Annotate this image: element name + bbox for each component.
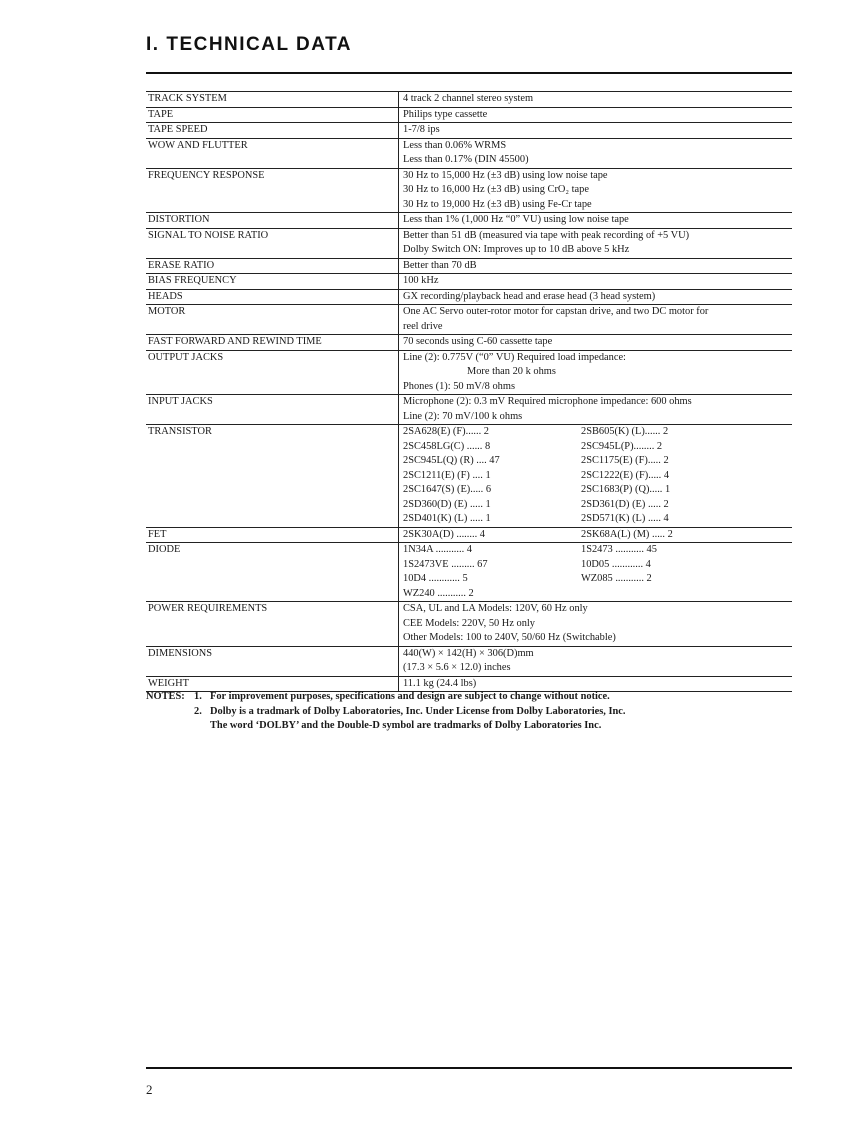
component-entry: 2SK68A(L) (M) ..... 2: [581, 528, 673, 540]
spec-label: ERASE RATIO: [148, 259, 215, 271]
component-entry: WZ085 ........... 2: [581, 573, 652, 584]
spec-row-fet: [146, 527, 792, 543]
spec-row-transistor: [146, 425, 792, 528]
spec-value-line: reel drive: [403, 320, 443, 332]
spec-row-erase-ratio: [146, 258, 792, 274]
spec-row-power-requirements: [146, 602, 792, 647]
spec-label: DIMENSIONS: [148, 647, 213, 659]
spec-value-line: Line (2): 70 mV/100 k ohms: [403, 410, 523, 422]
note-text: Dolby is a tradmark of Dolby Laboratories, Inc. Under License from Dolby Laboratories, Inc.: [210, 705, 626, 717]
spec-value-line: 30 Hz to 16,000 Hz (±3 dB) using CrO₂ tape: [403, 184, 589, 195]
spec-row-frequency-response: [146, 168, 792, 213]
spec-label: TRANSISTOR: [148, 426, 212, 437]
spec-row-heads: [146, 289, 792, 305]
note-text-continued: The word ‘DOLBY’ and the Double-D symbol are tradmarks of Dolby Laboratories Inc.: [210, 720, 602, 731]
spec-value-line: Other Models: 100 to 240V, 50/60 Hz (Switchable): [403, 632, 616, 643]
spec-value-line: 100 kHz: [403, 275, 439, 286]
spec-label: DISTORTION: [148, 214, 210, 225]
spec-value: [399, 123, 793, 139]
spec-value: [399, 335, 793, 351]
component-entry: 1S2473VE ......... 67: [403, 558, 488, 570]
spec-value-line: Better than 51 dB (measured via tape with peak recording of +5 VU): [403, 229, 690, 241]
spec-value: [399, 527, 793, 543]
note-item: [146, 705, 746, 720]
spec-value-line: Phones (1): 50 mV/8 ohms: [403, 380, 515, 392]
note-number: 1.: [194, 691, 202, 702]
spec-value: [399, 92, 793, 108]
spec-label: INPUT JACKS: [148, 396, 213, 407]
spec-row-signal-to-noise-ratio: [146, 228, 792, 258]
component-entry: 2SC1647(S) (E)..... 6: [403, 484, 492, 495]
spec-value: [399, 138, 793, 168]
component-entry: 1S2473 ........... 45: [581, 544, 657, 555]
spec-value: [399, 274, 793, 290]
transistor-list: [403, 425, 792, 527]
notes-section: [146, 690, 746, 734]
spec-value-line: 440(W) × 142(H) × 306(D)mm: [403, 647, 534, 659]
spec-row-bias-frequency: [146, 274, 792, 290]
component-entry: 2SC945L(Q) (R) .... 47: [403, 455, 500, 466]
spec-value: [399, 425, 793, 528]
component-entry: 2SD361(D) (E) ..... 2: [581, 498, 669, 510]
spec-value: [399, 258, 793, 274]
spec-value: [399, 107, 793, 123]
spec-label: FREQUENCY RESPONSE: [148, 169, 265, 181]
component-entry: 2SC945L(P)........ 2: [581, 440, 663, 452]
spec-row-diode: [146, 543, 792, 602]
spec-value-line: CEE Models: 220V, 50 Hz only: [403, 617, 535, 629]
spec-label: SIGNAL TO NOISE RATIO: [148, 229, 269, 241]
spec-value: [399, 213, 793, 229]
component-entry: 10D4 ............ 5: [403, 573, 468, 584]
component-entry: 2SC1175(E) (F)..... 2: [581, 455, 669, 466]
spec-row-track-system: [146, 92, 792, 108]
component-entry: 2SB605(K) (L)...... 2: [581, 426, 669, 437]
spec-row-tape-speed: [146, 123, 792, 139]
component-entry: 2SC1211(E) (F) .... 1: [403, 469, 491, 481]
spec-value-line: GX recording/playback head and erase head (3 head system): [403, 290, 656, 302]
spec-value: [399, 305, 793, 335]
spec-value-line: Better than 70 dB: [403, 259, 477, 271]
spec-value-line: Less than 0.17% (DIN 45500): [403, 154, 529, 165]
spec-label: TAPE: [148, 108, 174, 120]
spec-value-line: Dolby Switch ON: Improves up to 10 dB above 5 kHz: [403, 244, 630, 255]
spec-label: TRACK SYSTEM: [148, 93, 227, 104]
spec-value-line: 30 Hz to 15,000 Hz (±3 dB) using low noise tape: [403, 169, 608, 181]
spec-row-wow-and-flutter: [146, 138, 792, 168]
note-item: [146, 690, 746, 705]
spec-row-motor: [146, 305, 792, 335]
diode-list: [403, 543, 792, 601]
spec-row-distortion: [146, 213, 792, 229]
spec-table-body: [146, 92, 792, 692]
spec-value: [399, 350, 793, 395]
spec-label: WEIGHT: [148, 677, 189, 689]
component-entry: WZ240 ........... 2: [403, 587, 474, 599]
component-entry: 2SC1683(P) (Q)..... 1: [581, 484, 671, 495]
spec-value: [399, 289, 793, 305]
spec-value-line: 11.1 kg (24.4 lbs): [403, 677, 477, 689]
page-number: 2: [146, 1082, 153, 1097]
spec-value-line: 70 seconds using C-60 cassette tape: [403, 336, 553, 347]
note-text: For improvement purposes, specifications and design are subject to change without notice.: [210, 691, 610, 702]
technical-data-table: [146, 91, 792, 692]
note-number: 2.: [194, 705, 202, 717]
spec-value: [399, 646, 793, 676]
component-entry: 2SD360(D) (E) ..... 1: [403, 498, 491, 510]
component-entry: 2SA628(E) (F)...... 2: [403, 426, 490, 437]
spec-value-line: 4 track 2 channel stereo system: [403, 93, 534, 104]
spec-label: TAPE SPEED: [148, 124, 208, 135]
spec-value-line: Less than 0.06% WRMS: [403, 139, 507, 151]
spec-label: WOW AND FLUTTER: [148, 139, 248, 151]
spec-value-line: Microphone (2): 0.3 mV Required microphone impedance: 600 ohms: [403, 396, 692, 407]
spec-value-line: One AC Servo outer-rotor motor for capstan drive, and two DC motor for: [403, 306, 709, 317]
spec-row-dimensions: [146, 646, 792, 676]
spec-value-line: Philips type cassette: [403, 108, 488, 120]
spec-row-tape: [146, 107, 792, 123]
spec-label: OUTPUT JACKS: [148, 351, 224, 363]
spec-row-input-jacks: [146, 395, 792, 425]
spec-value-line: Less than 1% (1,000 Hz “0” VU) using low noise tape: [403, 214, 629, 225]
spec-row-output-jacks: [146, 350, 792, 395]
spec-label: FAST FORWARD AND REWIND TIME: [148, 336, 322, 347]
spec-label: DIODE: [148, 544, 181, 555]
component-entry: 2SC458LG(C) ...... 8: [403, 440, 491, 452]
component-entry: 2SD401(K) (L) ..... 1: [403, 513, 491, 524]
spec-value-line: CSA, UL and LA Models: 120V, 60 Hz only: [403, 603, 588, 614]
component-entry: 2SC1222(E) (F)..... 4: [581, 469, 670, 481]
spec-value-line: (17.3 × 5.6 × 12.0) inches: [403, 662, 511, 673]
top-divider: [146, 72, 792, 74]
spec-value: [399, 395, 793, 425]
spec-label: MOTOR: [148, 306, 186, 317]
page-title: I. TECHNICAL DATA: [146, 34, 352, 55]
spec-row-fast-forward-and-rewind-time: [146, 335, 792, 351]
spec-value: [399, 543, 793, 602]
spec-value-line: 1-7/8 ips: [403, 124, 440, 135]
component-entry: 1N34A ........... 4: [403, 544, 472, 555]
fet-list: [403, 528, 792, 543]
spec-label: BIAS FREQUENCY: [148, 275, 237, 286]
spec-label: POWER REQUIREMENTS: [148, 603, 268, 614]
component-entry: 10D05 ............ 4: [581, 558, 651, 570]
spec-value: [399, 168, 793, 213]
spec-value: [399, 602, 793, 647]
component-entry: 2SD571(K) (L) ..... 4: [581, 513, 669, 524]
notes-label: NOTES:: [146, 691, 185, 702]
spec-label: HEADS: [148, 290, 183, 302]
spec-value: [399, 228, 793, 258]
spec-value-line: 30 Hz to 19,000 Hz (±3 dB) using Fe-Cr tape: [403, 198, 592, 210]
bottom-divider: [146, 1067, 792, 1069]
component-entry: 2SK30A(D) ........ 4: [403, 528, 485, 540]
spec-label: FET: [148, 528, 167, 540]
spec-value-line: Line (2): 0.775V (“0” VU) Required load impedance:: [403, 351, 626, 363]
spec-value-line: More than 20 k ohms: [467, 366, 556, 377]
